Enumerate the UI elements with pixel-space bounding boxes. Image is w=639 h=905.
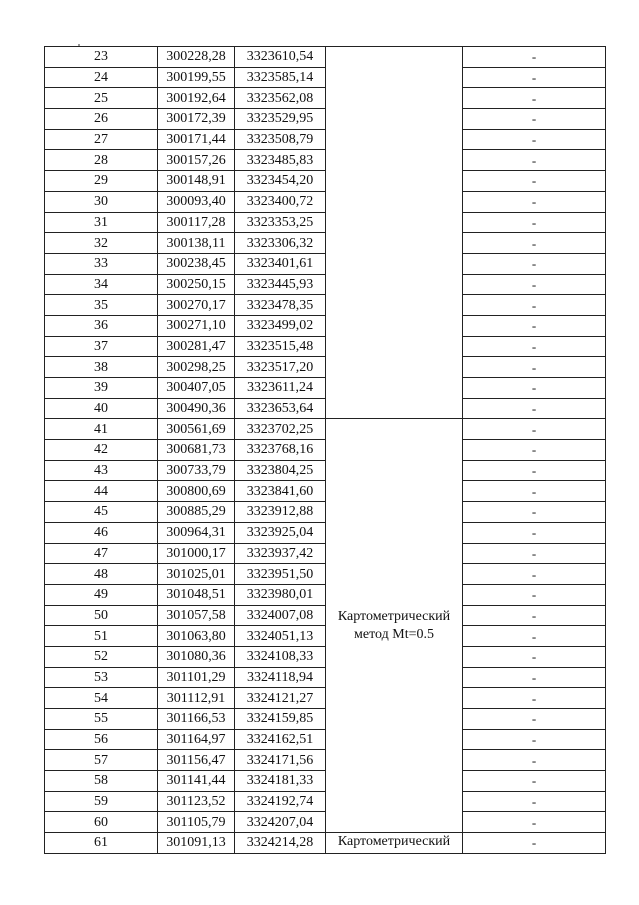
accuracy-cell: - <box>463 398 606 419</box>
table-row <box>45 522 606 543</box>
y-coordinate-cell: 3324118,94 <box>235 667 326 688</box>
accuracy-cell: - <box>463 150 606 171</box>
y-coordinate-cell: 3323400,72 <box>235 191 326 212</box>
accuracy-cell: - <box>463 67 606 88</box>
accuracy-cell: - <box>463 109 606 130</box>
x-coordinate-cell: 301141,44 <box>158 771 235 792</box>
point-number-cell: 56 <box>45 729 158 750</box>
table-row <box>45 605 606 626</box>
table-row <box>45 646 606 667</box>
point-number-cell: 38 <box>45 357 158 378</box>
coordinates-table-body <box>45 47 606 854</box>
point-number-cell: 49 <box>45 584 158 605</box>
y-coordinate-cell: 3323702,25 <box>235 419 326 440</box>
point-number-cell: 27 <box>45 129 158 150</box>
table-row <box>45 171 606 192</box>
point-number-cell: 42 <box>45 440 158 461</box>
y-coordinate-cell: 3323529,95 <box>235 109 326 130</box>
y-coordinate-cell: 3323445,93 <box>235 274 326 295</box>
accuracy-cell: - <box>463 212 606 233</box>
table-row <box>45 440 606 461</box>
table-row <box>45 109 606 130</box>
table-row <box>45 315 606 336</box>
y-coordinate-cell: 3323841,60 <box>235 481 326 502</box>
table-row <box>45 357 606 378</box>
x-coordinate-cell: 301123,52 <box>158 791 235 812</box>
accuracy-cell: - <box>463 88 606 109</box>
accuracy-cell: - <box>463 315 606 336</box>
point-number-cell: 32 <box>45 233 158 254</box>
table-row <box>45 419 606 440</box>
x-coordinate-cell: 300199,55 <box>158 67 235 88</box>
table-row <box>45 253 606 274</box>
table-row <box>45 67 606 88</box>
accuracy-cell: - <box>463 584 606 605</box>
table-row <box>45 812 606 833</box>
y-coordinate-cell: 3323925,04 <box>235 522 326 543</box>
y-coordinate-cell: 3323653,64 <box>235 398 326 419</box>
y-coordinate-cell: 3324207,04 <box>235 812 326 833</box>
table-row <box>45 336 606 357</box>
table-row <box>45 47 606 68</box>
accuracy-cell: - <box>463 833 606 854</box>
x-coordinate-cell: 301091,13 <box>158 833 235 854</box>
x-coordinate-cell: 301105,79 <box>158 812 235 833</box>
y-coordinate-cell: 3323980,01 <box>235 584 326 605</box>
point-number-cell: 55 <box>45 709 158 730</box>
accuracy-cell: - <box>463 502 606 523</box>
point-number-cell: 30 <box>45 191 158 212</box>
point-number-cell: 44 <box>45 481 158 502</box>
x-coordinate-cell: 300148,91 <box>158 171 235 192</box>
x-coordinate-cell: 300192,64 <box>158 88 235 109</box>
point-number-cell: 33 <box>45 253 158 274</box>
table-row <box>45 274 606 295</box>
table-row <box>45 771 606 792</box>
y-coordinate-cell: 3323912,88 <box>235 502 326 523</box>
y-coordinate-cell: 3324171,56 <box>235 750 326 771</box>
x-coordinate-cell: 300733,79 <box>158 460 235 481</box>
point-number-cell: 29 <box>45 171 158 192</box>
y-coordinate-cell: 3323508,79 <box>235 129 326 150</box>
table-row <box>45 460 606 481</box>
accuracy-cell: - <box>463 191 606 212</box>
table-row <box>45 564 606 585</box>
table-row <box>45 481 606 502</box>
point-number-cell: 37 <box>45 336 158 357</box>
y-coordinate-cell: 3324051,13 <box>235 626 326 647</box>
y-coordinate-cell: 3324181,33 <box>235 771 326 792</box>
y-coordinate-cell: 3324159,85 <box>235 709 326 730</box>
point-number-cell: 45 <box>45 502 158 523</box>
point-number-cell: 59 <box>45 791 158 812</box>
point-number-cell: 53 <box>45 667 158 688</box>
x-coordinate-cell: 301164,97 <box>158 729 235 750</box>
table-row <box>45 295 606 316</box>
table-row <box>45 626 606 647</box>
accuracy-cell: - <box>463 688 606 709</box>
accuracy-cell: - <box>463 378 606 399</box>
y-coordinate-cell: 3323951,50 <box>235 564 326 585</box>
point-number-cell: 39 <box>45 378 158 399</box>
accuracy-cell: - <box>463 750 606 771</box>
x-coordinate-cell: 300885,29 <box>158 502 235 523</box>
method-cell: Картометрический метод Mt=0.5 <box>326 419 463 833</box>
x-coordinate-cell: 300093,40 <box>158 191 235 212</box>
point-number-cell: 47 <box>45 543 158 564</box>
x-coordinate-cell: 301063,80 <box>158 626 235 647</box>
y-coordinate-cell: 3323517,20 <box>235 357 326 378</box>
x-coordinate-cell: 300172,39 <box>158 109 235 130</box>
y-coordinate-cell: 3323515,48 <box>235 336 326 357</box>
accuracy-cell: - <box>463 233 606 254</box>
table-row <box>45 129 606 150</box>
point-number-cell: 54 <box>45 688 158 709</box>
point-number-cell: 35 <box>45 295 158 316</box>
accuracy-cell: - <box>463 253 606 274</box>
coordinates-table <box>44 46 606 854</box>
table-row <box>45 543 606 564</box>
y-coordinate-cell: 3324214,28 <box>235 833 326 854</box>
point-number-cell: 23 <box>45 47 158 68</box>
table-row <box>45 729 606 750</box>
x-coordinate-cell: 301156,47 <box>158 750 235 771</box>
table-row <box>45 584 606 605</box>
point-number-cell: 41 <box>45 419 158 440</box>
y-coordinate-cell: 3323768,16 <box>235 440 326 461</box>
point-number-cell: 51 <box>45 626 158 647</box>
table-row <box>45 191 606 212</box>
y-coordinate-cell: 3324192,74 <box>235 791 326 812</box>
point-number-cell: 34 <box>45 274 158 295</box>
accuracy-cell: - <box>463 481 606 502</box>
x-coordinate-cell: 301048,51 <box>158 584 235 605</box>
accuracy-cell: - <box>463 646 606 667</box>
y-coordinate-cell: 3323499,02 <box>235 315 326 336</box>
x-coordinate-cell: 301057,58 <box>158 605 235 626</box>
point-number-cell: 58 <box>45 771 158 792</box>
point-number-cell: 36 <box>45 315 158 336</box>
accuracy-cell: - <box>463 274 606 295</box>
y-coordinate-cell: 3324007,08 <box>235 605 326 626</box>
y-coordinate-cell: 3323585,14 <box>235 67 326 88</box>
table-row <box>45 791 606 812</box>
point-number-cell: 48 <box>45 564 158 585</box>
y-coordinate-cell: 3323401,61 <box>235 253 326 274</box>
y-coordinate-cell: 3323485,83 <box>235 150 326 171</box>
x-coordinate-cell: 300138,11 <box>158 233 235 254</box>
table-row <box>45 212 606 233</box>
x-coordinate-cell: 301025,01 <box>158 564 235 585</box>
accuracy-cell: - <box>463 357 606 378</box>
point-number-cell: 57 <box>45 750 158 771</box>
y-coordinate-cell: 3323804,25 <box>235 460 326 481</box>
accuracy-cell: - <box>463 626 606 647</box>
x-coordinate-cell: 300964,31 <box>158 522 235 543</box>
y-coordinate-cell: 3324108,33 <box>235 646 326 667</box>
accuracy-cell: - <box>463 564 606 585</box>
y-coordinate-cell: 3323611,24 <box>235 378 326 399</box>
accuracy-cell: - <box>463 771 606 792</box>
accuracy-cell: - <box>463 709 606 730</box>
y-coordinate-cell: 3323562,08 <box>235 88 326 109</box>
method-cell <box>326 47 463 419</box>
y-coordinate-cell: 3323610,54 <box>235 47 326 68</box>
table-row <box>45 233 606 254</box>
accuracy-cell: - <box>463 812 606 833</box>
point-number-cell: 61 <box>45 833 158 854</box>
point-number-cell: 50 <box>45 605 158 626</box>
x-coordinate-cell: 301080,36 <box>158 646 235 667</box>
point-number-cell: 28 <box>45 150 158 171</box>
table-row <box>45 398 606 419</box>
accuracy-cell: - <box>463 171 606 192</box>
x-coordinate-cell: 301101,29 <box>158 667 235 688</box>
x-coordinate-cell: 300407,05 <box>158 378 235 399</box>
x-coordinate-cell: 300298,25 <box>158 357 235 378</box>
accuracy-cell: - <box>463 336 606 357</box>
x-coordinate-cell: 301166,53 <box>158 709 235 730</box>
accuracy-cell: - <box>463 419 606 440</box>
x-coordinate-cell: 300171,44 <box>158 129 235 150</box>
x-coordinate-cell: 300157,26 <box>158 150 235 171</box>
y-coordinate-cell: 3323353,25 <box>235 212 326 233</box>
y-coordinate-cell: 3323454,20 <box>235 171 326 192</box>
point-number-cell: 60 <box>45 812 158 833</box>
point-number-cell: 24 <box>45 67 158 88</box>
x-coordinate-cell: 300681,73 <box>158 440 235 461</box>
point-number-cell: 43 <box>45 460 158 481</box>
x-coordinate-cell: 301112,91 <box>158 688 235 709</box>
accuracy-cell: - <box>463 667 606 688</box>
x-coordinate-cell: 300561,69 <box>158 419 235 440</box>
point-number-cell: 26 <box>45 109 158 130</box>
point-number-cell: 52 <box>45 646 158 667</box>
point-number-cell: 31 <box>45 212 158 233</box>
x-coordinate-cell: 300800,69 <box>158 481 235 502</box>
table-row <box>45 667 606 688</box>
y-coordinate-cell: 3324162,51 <box>235 729 326 750</box>
accuracy-cell: - <box>463 295 606 316</box>
table-row <box>45 502 606 523</box>
table-row <box>45 688 606 709</box>
accuracy-cell: - <box>463 47 606 68</box>
accuracy-cell: - <box>463 729 606 750</box>
accuracy-cell: - <box>463 543 606 564</box>
y-coordinate-cell: 3323937,42 <box>235 543 326 564</box>
x-coordinate-cell: 300271,10 <box>158 315 235 336</box>
method-cell: Картометрический <box>326 833 463 854</box>
table-row <box>45 378 606 399</box>
point-number-cell: 40 <box>45 398 158 419</box>
x-coordinate-cell: 301000,17 <box>158 543 235 564</box>
y-coordinate-cell: 3323478,35 <box>235 295 326 316</box>
y-coordinate-cell: 3324121,27 <box>235 688 326 709</box>
table-row <box>45 709 606 730</box>
accuracy-cell: - <box>463 605 606 626</box>
table-row <box>45 150 606 171</box>
x-coordinate-cell: 300490,36 <box>158 398 235 419</box>
x-coordinate-cell: 300228,28 <box>158 47 235 68</box>
accuracy-cell: - <box>463 791 606 812</box>
accuracy-cell: - <box>463 440 606 461</box>
point-number-cell: 46 <box>45 522 158 543</box>
x-coordinate-cell: 300117,28 <box>158 212 235 233</box>
accuracy-cell: - <box>463 522 606 543</box>
x-coordinate-cell: 300281,47 <box>158 336 235 357</box>
y-coordinate-cell: 3323306,32 <box>235 233 326 254</box>
table-row <box>45 833 606 854</box>
point-number-cell: 25 <box>45 88 158 109</box>
table-row <box>45 88 606 109</box>
x-coordinate-cell: 300238,45 <box>158 253 235 274</box>
accuracy-cell: - <box>463 460 606 481</box>
x-coordinate-cell: 300250,15 <box>158 274 235 295</box>
x-coordinate-cell: 300270,17 <box>158 295 235 316</box>
table-row <box>45 750 606 771</box>
accuracy-cell: - <box>463 129 606 150</box>
